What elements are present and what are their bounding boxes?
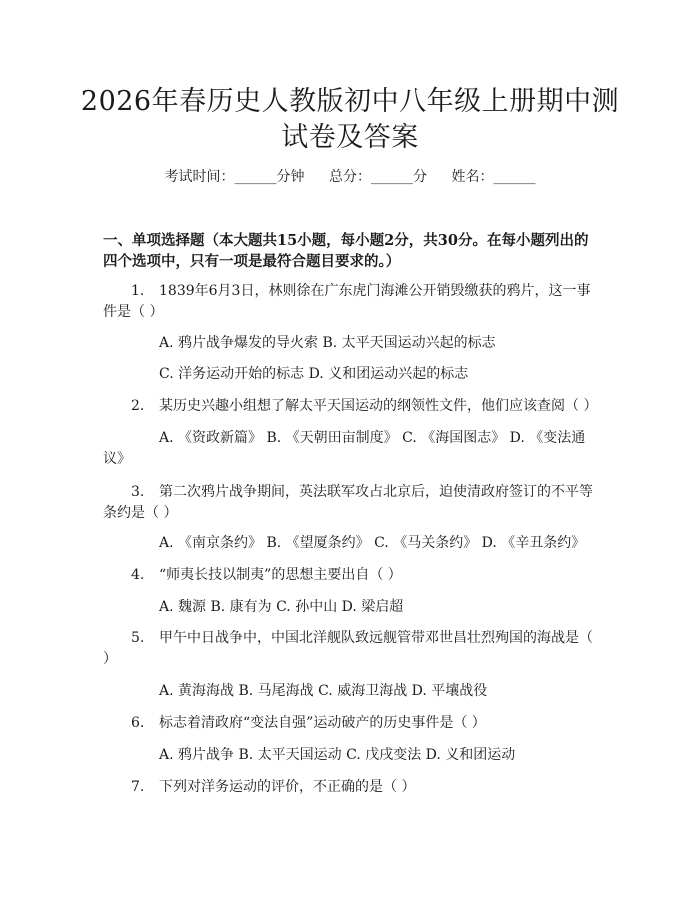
exam-info bbox=[0, 166, 700, 188]
option-line: A. 鸦片战争 B. 太平天国运动 C. 戊戌变法 D. 义和团运动 bbox=[159, 747, 516, 763]
option-line: C. 洋务运动开始的标志 D. 义和团运动兴起的标志 bbox=[159, 366, 469, 382]
question-number: 7. bbox=[131, 779, 145, 795]
question-1-options-2 bbox=[103, 364, 600, 385]
option-line: A. 鸦片战争爆发的导火索 B. 太平天国运动兴起的标志 bbox=[159, 335, 496, 351]
question-3-options-1 bbox=[103, 533, 600, 554]
question-1 bbox=[103, 281, 600, 323]
question-number: 4. bbox=[131, 567, 145, 583]
question-6-options-1 bbox=[103, 745, 600, 766]
question-text: 1839年6月3日，林则徐在广东虎门海滩公开销毁缴获的鸦片，这一事件是（ ） bbox=[103, 283, 591, 320]
question-5 bbox=[103, 628, 600, 670]
page-title-line2: 试卷及答案 bbox=[281, 122, 419, 153]
question-number: 6. bbox=[131, 715, 145, 731]
question-1-options-1 bbox=[103, 333, 600, 354]
question-text: 第二次鸦片战争期间，英法联军攻占北京后，迫使清政府签订的不平等条约是（ ） bbox=[103, 484, 593, 521]
option-line: A. 《资政新篇》 B. 《天朝田亩制度》 C. 《海国图志》 D. 《变法通议》 bbox=[103, 430, 586, 467]
question-3 bbox=[103, 482, 600, 524]
exam-name: 姓名：______ bbox=[451, 169, 536, 185]
exam-time: 考试时间：______分钟 bbox=[164, 169, 305, 185]
option-line: A. 《南京条约》 B. 《望厦条约》 C. 《马关条约》 D. 《辛丑条约》 bbox=[159, 535, 586, 551]
question-text: “师夷长技以制夷”的思想主要出自（ ） bbox=[159, 567, 402, 583]
question-number: 1. bbox=[131, 283, 145, 299]
question-text: 甲午中日战争中，中国北洋舰队致远舰管带邓世昌壮烈殉国的海战是（ ） bbox=[103, 630, 593, 667]
question-number: 3. bbox=[131, 484, 145, 500]
question-number: 5. bbox=[131, 630, 145, 646]
option-line: A. 魏源 B. 康有为 C. 孙中山 D. 梁启超 bbox=[159, 599, 404, 615]
question-6 bbox=[103, 713, 600, 734]
question-text: 标志着清政府“变法自强”运动破产的历史事件是（ ） bbox=[159, 715, 486, 731]
question-2 bbox=[103, 396, 600, 417]
question-7 bbox=[103, 777, 600, 798]
question-2-options-1 bbox=[103, 428, 600, 470]
question-number: 2. bbox=[131, 398, 145, 414]
question-5-options-1 bbox=[103, 681, 600, 702]
question-4 bbox=[103, 565, 600, 586]
option-line: A. 黄海海战 B. 马尾海战 C. 威海卫海战 D. 平壤战役 bbox=[159, 683, 488, 699]
question-4-options-1 bbox=[103, 597, 600, 618]
question-text: 某历史兴趣小组想了解太平天国运动的纲领性文件，他们应该查阅（ ） bbox=[159, 398, 598, 414]
question-text: 下列对洋务运动的评价，不正确的是（ ） bbox=[159, 779, 416, 795]
section-heading: 一、单项选择题（本大题共15小题，每小题2分，共30分。在每小题列出的四个选项中，只有一项是最符合题目要求的。） bbox=[103, 232, 589, 270]
exam-score: 总分：______分 bbox=[329, 169, 427, 185]
page-title-line1: 2026年春历史人教版初中八年级上册期中测 bbox=[80, 86, 620, 117]
